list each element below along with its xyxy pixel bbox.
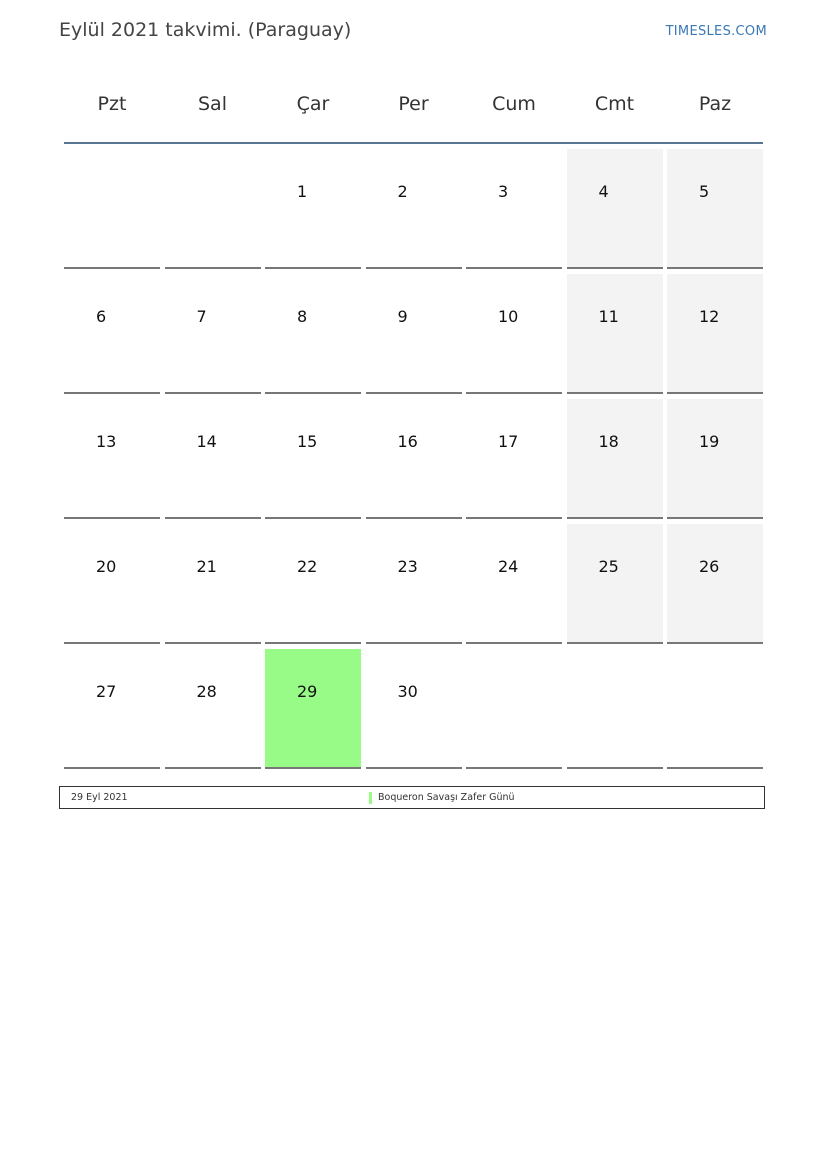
weekday-monday: Pzt [97, 93, 127, 115]
day-number: 25 [598, 557, 619, 576]
day-cell [165, 274, 261, 394]
week-row [64, 524, 763, 644]
day-cell [567, 399, 663, 519]
day-cell [64, 649, 160, 769]
day-cell [667, 149, 763, 269]
day-number: 2 [397, 182, 408, 201]
legend-holiday-name: Boqueron Savaşı Zafer Günü [378, 792, 515, 803]
weeks-container [64, 149, 763, 769]
weekday-tuesday: Sal [198, 93, 227, 115]
day-cell [366, 149, 462, 269]
day-cell [667, 399, 763, 519]
day-number: 19 [699, 432, 720, 451]
day-cell [265, 149, 361, 269]
week-row [64, 649, 763, 769]
week-row [64, 149, 763, 269]
day-cell [466, 274, 562, 394]
calendar-grid [64, 66, 763, 774]
day-cell [265, 399, 361, 519]
day-number: 23 [397, 557, 418, 576]
day-cell [567, 649, 663, 769]
day-cell [165, 524, 261, 644]
day-number: 9 [397, 307, 408, 326]
day-cell [366, 274, 462, 394]
day-cell [667, 274, 763, 394]
day-cell [265, 524, 361, 644]
holiday-legend [59, 786, 765, 809]
day-number: 27 [96, 682, 117, 701]
day-cell [64, 149, 160, 269]
day-number: 30 [397, 682, 418, 701]
day-number: 8 [297, 307, 308, 326]
day-number: 14 [196, 432, 217, 451]
day-cell [466, 649, 562, 769]
day-number: 15 [297, 432, 318, 451]
day-number: 13 [96, 432, 117, 451]
legend-holiday-date: 29 Eyl 2021 [71, 792, 128, 803]
week-row [64, 399, 763, 519]
day-cell [64, 399, 160, 519]
day-number: 24 [498, 557, 519, 576]
day-number: 22 [297, 557, 318, 576]
day-number: 16 [397, 432, 418, 451]
day-number: 5 [699, 182, 710, 201]
weekday-thursday: Per [398, 93, 429, 115]
week-row [64, 274, 763, 394]
weekday-header-row [64, 66, 763, 144]
day-number: 1 [297, 182, 308, 201]
day-number: 3 [498, 182, 509, 201]
day-cell [165, 649, 261, 769]
day-cell [466, 524, 562, 644]
day-number: 11 [598, 307, 619, 326]
day-cell [466, 399, 562, 519]
weekday-sunday: Paz [698, 93, 732, 115]
day-cell [667, 649, 763, 769]
day-cell [265, 649, 361, 769]
site-link[interactable]: TIMESLES.COM [665, 24, 767, 39]
weekday-saturday: Cmt [594, 93, 635, 115]
day-cell [366, 649, 462, 769]
day-cell [366, 524, 462, 644]
day-cell [165, 399, 261, 519]
day-number: 20 [96, 557, 117, 576]
day-cell [64, 524, 160, 644]
day-cell [567, 524, 663, 644]
weekday-friday: Cum [492, 93, 536, 115]
day-number: 10 [498, 307, 519, 326]
day-number: 29 [297, 682, 318, 701]
day-cell [366, 399, 462, 519]
day-number: 7 [196, 307, 207, 326]
day-cell [265, 274, 361, 394]
day-number: 4 [598, 182, 609, 201]
page-title: Eylül 2021 takvimi. (Paraguay) [59, 19, 352, 41]
day-number: 17 [498, 432, 519, 451]
legend-holiday-color-marker [369, 792, 372, 804]
day-cell [667, 524, 763, 644]
day-number: 18 [598, 432, 619, 451]
day-number: 12 [699, 307, 720, 326]
day-cell [64, 274, 160, 394]
day-cell [165, 149, 261, 269]
day-cell [567, 274, 663, 394]
day-number: 21 [196, 557, 217, 576]
day-cell [466, 149, 562, 269]
day-cell [567, 149, 663, 269]
day-number: 26 [699, 557, 720, 576]
weekday-wednesday: Çar [296, 93, 330, 115]
day-number: 28 [196, 682, 217, 701]
day-number: 6 [96, 307, 107, 326]
